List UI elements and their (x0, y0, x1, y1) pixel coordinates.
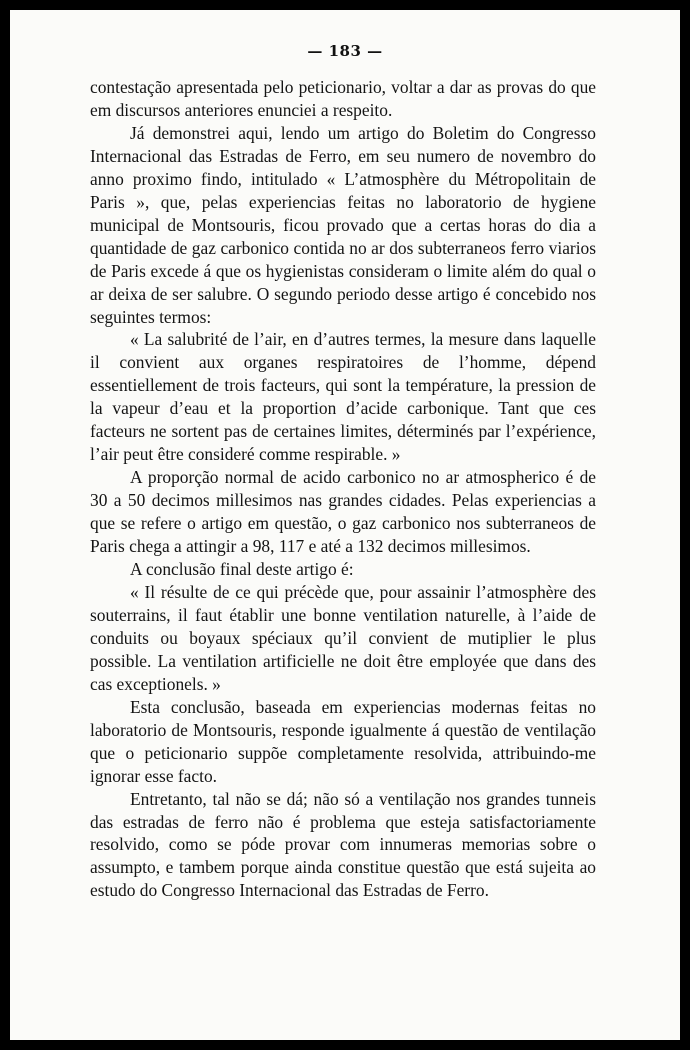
paragraph: Já demonstrei aqui, lendo um artigo do Boletim do Congresso Internacional das Estradas de Ferro, em seu numero de novembro do anno proximo findo, intitulado « L’atmosphère du Métropolitain de Paris », que, pelas experiencias feitas no laboratorio de hygiene municipal de Montsouris, ficou provado que a certas horas do dia a quantidade de gaz carbonico contida no ar dos subterraneos ferro viarios de Paris excede á que os hygienistas consideram o limite além do qual o ar deixa de ser salubre. O segundo periodo desse artigo é concebido nos seguintes termos: (90, 122, 596, 327)
page-number: — 183 — (307, 42, 383, 60)
book-page (10, 10, 680, 1040)
paragraph: Esta conclusão, baseada em experiencias modernas feitas no laboratorio de Montsouris, responde igualmente á questão de ventilação que o peticionario suppõe completamente resolvida, attribuindo-me ignorar esse facto. (90, 696, 596, 786)
quoted-paragraph: « La salubrité de l’air, en d’autres termes, la mesure dans laquelle il convient aux organes respiratoires de l’homme, dépend essentiellement de trois facteurs, qui sont la température, la pression de la vapeur d’eau et la proportion d’acide carbonique. Tant que ces facteurs ne sortent pas de certaines limites, déterminés par l’expérience, l’air peut être consideré comme respirable. » (90, 329, 596, 465)
paragraph: A conclusão final deste artigo é: (130, 559, 354, 580)
quoted-paragraph: « Il résulte de ce qui précède que, pour assainir l’atmosphère des souterrains, il faut établir une bonne ventilation naturelle, à l’aide de conduits ou boyaux spéciaux qu’il convient de mutiplier le plus possible. La ventilation artificielle ne doit être employée que dans des cas exceptionels. » (90, 581, 596, 694)
paragraph: A proporção normal de acido carbonico no ar atmospherico é de 30 a 50 decimos millesimos nas grandes cidades. Pelas experiencias a que se refere o artigo em questão, o gaz carbonico nos subterraneos de Paris chega a attingir a 98, 117 e até a 132 decimos millesimos. (90, 467, 596, 557)
body-text (90, 76, 596, 902)
paragraph: Entretanto, tal não se dá; não só a ventilação nos grandes tunneis das estradas de ferro não é problema que esteja satisfactoriamente resolvido, como se póde provar com innumeras memorias sobre o assumpto, e tambem porque ainda constitue questão que está sujeita ao estudo do Congresso Internacional das Estradas de Ferro. (90, 788, 596, 901)
paragraph: contestação apresentada pelo peticionario, voltar a dar as provas do que em discursos anteriores enunciei a respeito. (90, 77, 596, 120)
